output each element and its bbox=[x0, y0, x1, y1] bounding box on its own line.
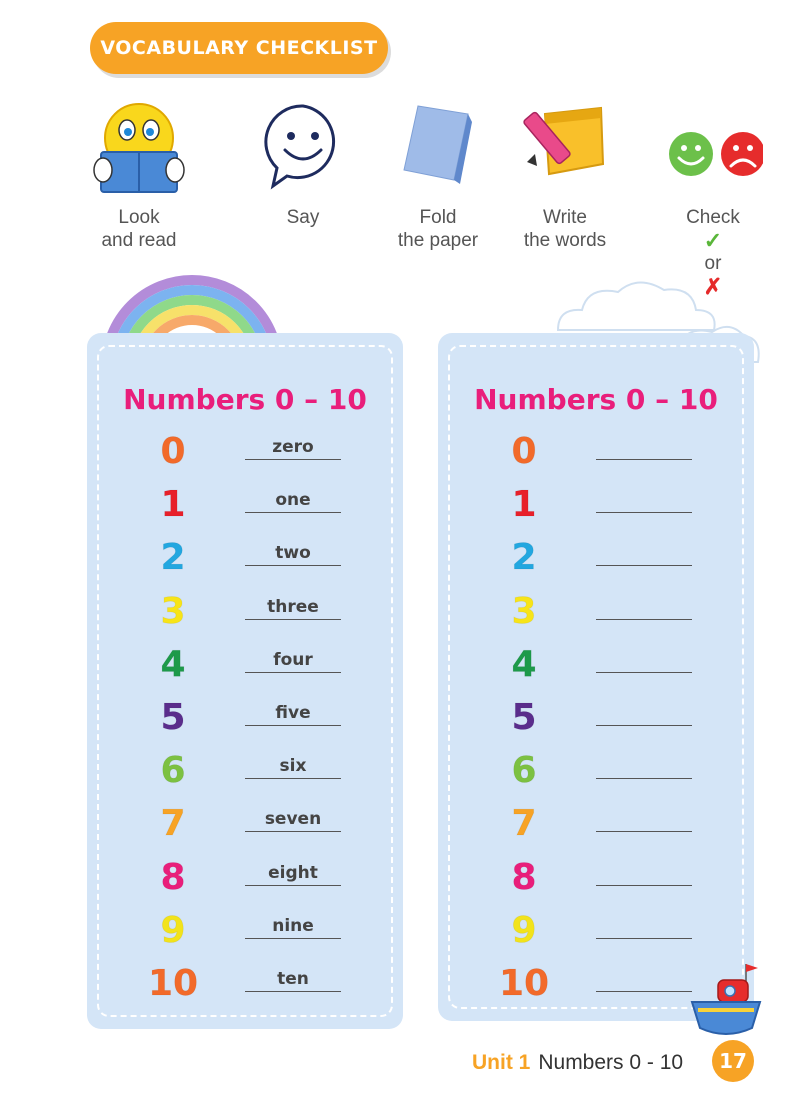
list-item bbox=[438, 744, 754, 797]
write-in-line[interactable] bbox=[596, 488, 692, 513]
list-item bbox=[438, 478, 754, 531]
legend-label-line: Look bbox=[118, 207, 160, 228]
legend-check bbox=[638, 100, 788, 298]
list-item bbox=[438, 691, 754, 744]
list-item bbox=[87, 957, 403, 1010]
legend-write-the-words bbox=[490, 100, 640, 252]
number-digit: 7 bbox=[511, 803, 537, 845]
number-word: nine bbox=[245, 914, 341, 939]
legend-label-line: Check bbox=[686, 207, 740, 228]
unit-label: Unit 1 bbox=[472, 1051, 531, 1074]
number-digit: 8 bbox=[160, 856, 186, 898]
unit-title: Numbers 0 - 10 bbox=[538, 1051, 684, 1074]
notepad-pencil-icon bbox=[490, 100, 640, 200]
number-digit: 0 bbox=[511, 431, 537, 472]
write-in-line[interactable] bbox=[596, 754, 692, 779]
happy-sad-faces-icon bbox=[638, 100, 788, 200]
number-word: six bbox=[245, 754, 341, 779]
list-item bbox=[87, 425, 403, 478]
number-digit: 6 bbox=[511, 750, 537, 792]
list-item bbox=[438, 638, 754, 691]
vocabulary-card-answers bbox=[87, 333, 403, 1029]
legend-label-line: and read bbox=[101, 230, 177, 251]
number-digit: 9 bbox=[511, 909, 537, 951]
list-item bbox=[87, 744, 403, 797]
write-in-line[interactable] bbox=[596, 914, 692, 939]
write-in-line[interactable] bbox=[596, 807, 692, 832]
number-word: eight bbox=[245, 861, 341, 886]
write-in-line[interactable] bbox=[596, 541, 692, 566]
number-digit: 2 bbox=[160, 537, 186, 579]
legend-label-line: Write bbox=[543, 207, 587, 228]
page-footer bbox=[472, 1046, 683, 1080]
page-number: 17 bbox=[712, 1040, 754, 1082]
list-item bbox=[438, 425, 754, 478]
number-digit: 3 bbox=[160, 590, 186, 632]
number-digit: 5 bbox=[511, 696, 537, 738]
number-digit: 8 bbox=[511, 856, 537, 898]
number-digit: 4 bbox=[160, 643, 186, 685]
list-item bbox=[87, 531, 403, 584]
card-title: Numbers 0 – 10 bbox=[474, 383, 718, 416]
number-digit: 7 bbox=[160, 803, 186, 845]
number-word: three bbox=[245, 595, 341, 620]
number-digit: 6 bbox=[160, 750, 186, 792]
list-item bbox=[87, 585, 403, 638]
boat-icon bbox=[690, 962, 762, 1040]
card-title: Numbers 0 – 10 bbox=[123, 383, 367, 416]
check-mark-icon: ✓ bbox=[703, 228, 723, 253]
write-in-line[interactable] bbox=[596, 435, 692, 460]
number-digit: 10 bbox=[147, 962, 199, 1004]
number-digit: 2 bbox=[511, 537, 537, 579]
list-item bbox=[87, 904, 403, 957]
number-digit: 1 bbox=[511, 484, 537, 526]
list-item bbox=[87, 638, 403, 691]
number-digit: 9 bbox=[160, 909, 186, 951]
legend-label-line: the words bbox=[523, 230, 607, 251]
number-digit: 5 bbox=[160, 696, 186, 738]
cross-mark-icon: ✗ bbox=[703, 274, 723, 299]
list-item bbox=[87, 797, 403, 850]
legend-label-line: the paper bbox=[397, 230, 479, 251]
section-title-banner bbox=[90, 22, 388, 74]
section-title: VOCABULARY CHECKLIST bbox=[100, 37, 378, 59]
number-word: two bbox=[245, 541, 341, 566]
number-word: zero bbox=[245, 435, 341, 460]
smile-speech-icon bbox=[228, 100, 378, 200]
write-in-line[interactable] bbox=[596, 701, 692, 726]
number-word: seven bbox=[245, 807, 341, 832]
write-in-line[interactable] bbox=[596, 861, 692, 886]
write-in-line[interactable] bbox=[596, 595, 692, 620]
list-item bbox=[87, 851, 403, 904]
legend-label-line: Say bbox=[286, 207, 320, 228]
list-item bbox=[438, 585, 754, 638]
number-write-list bbox=[438, 425, 754, 1010]
number-digit: 4 bbox=[511, 643, 537, 685]
reading-emoji-icon bbox=[64, 100, 214, 200]
list-item bbox=[438, 531, 754, 584]
number-word: ten bbox=[245, 967, 341, 992]
list-item bbox=[438, 851, 754, 904]
number-digit: 3 bbox=[511, 590, 537, 632]
vocabulary-card-practice bbox=[438, 333, 754, 1021]
list-item bbox=[438, 904, 754, 957]
number-digit: 10 bbox=[498, 962, 550, 1004]
write-in-line[interactable] bbox=[596, 648, 692, 673]
write-in-line[interactable] bbox=[596, 967, 692, 992]
list-item bbox=[87, 478, 403, 531]
number-word-list bbox=[87, 425, 403, 1010]
legend-say bbox=[228, 100, 378, 229]
number-word: four bbox=[245, 648, 341, 673]
legend-look-and-read bbox=[64, 100, 214, 252]
list-item bbox=[438, 797, 754, 850]
number-digit: 1 bbox=[160, 484, 186, 526]
number-word: five bbox=[245, 701, 341, 726]
number-digit: 0 bbox=[160, 431, 186, 472]
number-word: one bbox=[245, 488, 341, 513]
legend-or-text: or bbox=[704, 253, 722, 274]
legend-label-line: Fold bbox=[419, 207, 457, 228]
list-item bbox=[87, 691, 403, 744]
